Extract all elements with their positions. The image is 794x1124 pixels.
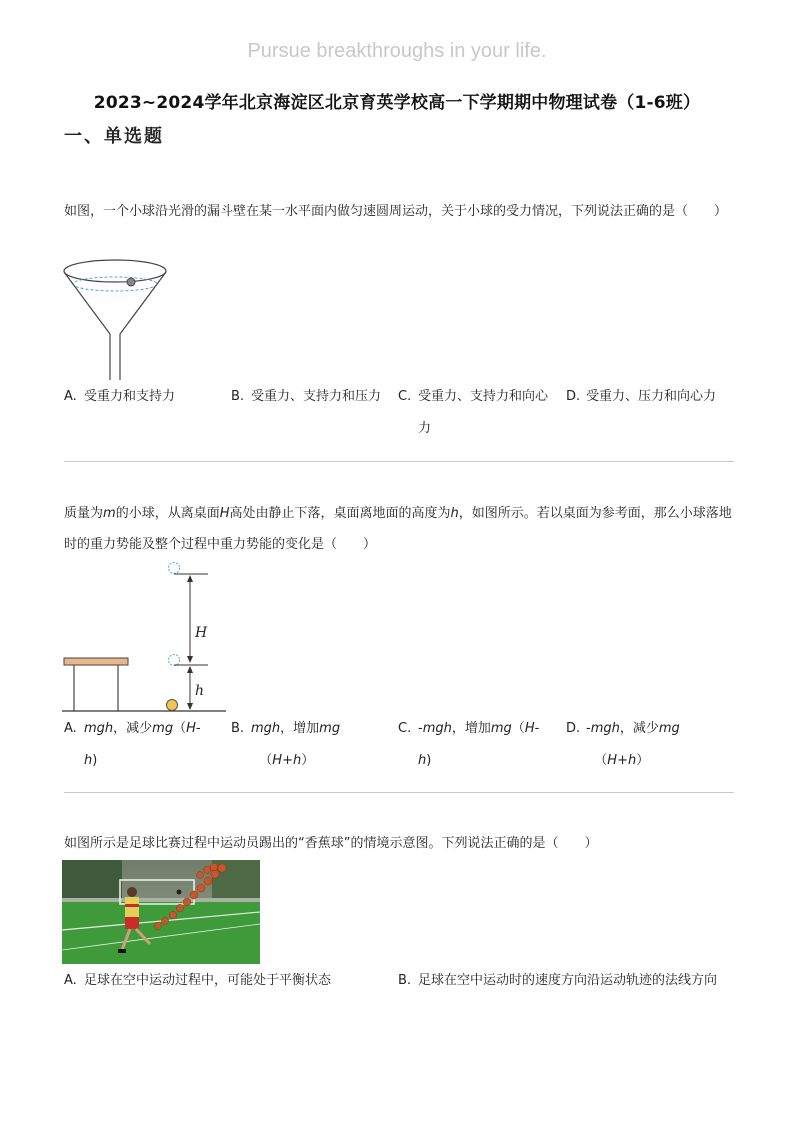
var-m: m	[103, 506, 116, 521]
question-3-text: 如图所示是足球比赛过程中运动员踢出的“香蕉球”的情境示意图。下列说法正确的是（ ）	[64, 836, 598, 851]
option-label: D.	[566, 389, 581, 404]
ball-start-icon	[169, 563, 180, 574]
option-text: mgh，减少mg（H- h)	[84, 721, 201, 768]
option-text: -mgh，减少mg （H+h）	[586, 721, 680, 768]
funnel-figure	[62, 256, 172, 384]
option-label: B.	[231, 721, 245, 736]
option-text: 足球在空中运动过程中，可能处于平衡状态	[84, 973, 332, 988]
var-H: H	[219, 506, 230, 521]
q2-text-part: 高处由静止下落，桌面离地面的高度为	[229, 506, 451, 521]
q1-option-a[interactable]	[64, 381, 224, 413]
option-text: mgh，增加mg （H+h）	[251, 721, 341, 768]
goalkeeper-icon	[177, 890, 182, 895]
section-heading: 一、单选题	[64, 126, 164, 147]
funnel-orbit	[73, 277, 157, 291]
q2-option-d[interactable]	[566, 713, 726, 768]
funnel-ball	[127, 278, 135, 286]
q3-option-b[interactable]	[398, 965, 728, 997]
option-label: C.	[398, 389, 412, 404]
page-title: 2023~2024学年北京海淀区北京育英学校高一下学期期中物理试卷（1-6班）	[93, 93, 701, 113]
option-label: A.	[64, 389, 77, 404]
question-1-text: 如图，一个小球沿光滑的漏斗壁在某一水平面内做匀速圆周运动，关于小球的受力情况，下列说法正确的是（ ）	[64, 204, 728, 219]
label-H: H	[195, 625, 208, 641]
var-h: h	[450, 506, 459, 521]
option-text: 受重力和支持力	[84, 389, 176, 404]
option-label: B.	[231, 389, 245, 404]
q1-option-b[interactable]	[231, 381, 391, 413]
ball-ground-icon	[167, 700, 178, 711]
option-text: 受重力、压力和向心力	[586, 389, 717, 404]
falling-ball-figure	[62, 558, 232, 716]
table-top	[64, 658, 128, 665]
q2-option-c[interactable]	[398, 713, 558, 768]
option-label: C.	[398, 721, 412, 736]
watermark: Pursue breakthroughs in your life.	[247, 40, 547, 62]
q1-option-c[interactable]	[398, 381, 558, 436]
option-text: 受重力、支持力和向心力	[418, 389, 549, 436]
q2-option-b[interactable]	[231, 713, 391, 768]
funnel-rim	[64, 260, 166, 282]
option-label: D.	[566, 721, 581, 736]
ball-mid-icon	[169, 655, 180, 666]
divider	[64, 792, 734, 793]
q2-text-part: ，如图所示。若以桌面为参考面，那么小球落地时的重力势能及整个过程中重力势能的变化是（ ）	[64, 506, 732, 552]
q2-text-part: 的小球，从离桌面	[115, 506, 220, 521]
question-2-text	[64, 498, 734, 560]
option-label: A.	[64, 973, 77, 988]
q2-text-part: 质量为	[64, 506, 104, 521]
option-text: 足球在空中运动时的速度方向沿运动轨迹的法线方向	[418, 973, 718, 988]
divider	[64, 461, 734, 462]
option-text: 受重力、支持力和压力	[251, 389, 382, 404]
option-text: -mgh，增加mg（H- h)	[418, 721, 540, 768]
q3-option-a[interactable]	[64, 965, 384, 997]
q2-option-a[interactable]	[64, 713, 224, 768]
q1-option-d[interactable]	[566, 381, 726, 413]
label-h: h	[195, 683, 205, 699]
option-label: B.	[398, 973, 412, 988]
banana-kick-photo	[62, 860, 260, 964]
option-label: A.	[64, 721, 77, 736]
